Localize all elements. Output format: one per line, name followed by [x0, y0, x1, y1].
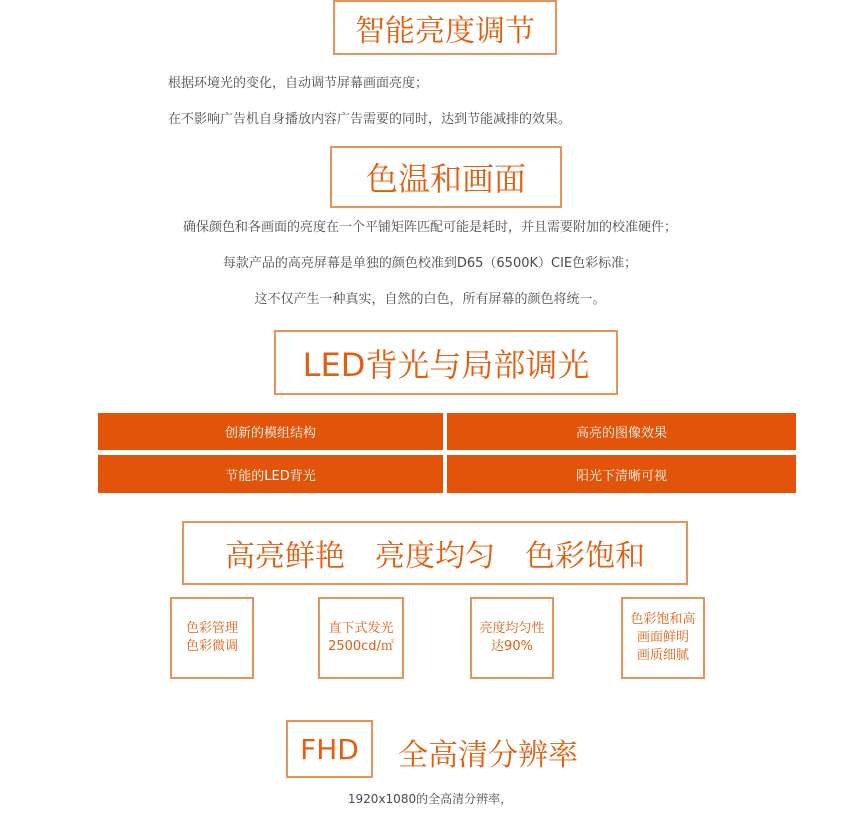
feature-box-line: 直下式发光 [328, 621, 394, 636]
section-title-color-temperature: 色温和画面 [330, 146, 562, 208]
brightness-desc-line-2: 在不影响广告机自身播放内容广告需要的同时，达到节能减排的效果。 [168, 112, 572, 127]
feature-box-line: 画面鲜明 [636, 630, 689, 645]
section-title-brightness: 智能亮度调节 [333, 0, 557, 55]
section-title-full-hd: 全高清分辨率 [398, 738, 578, 773]
feature-box-line: 色彩微调 [185, 639, 238, 654]
section-title-led-backlight: LED背光与局部调光 [274, 330, 618, 395]
section-title-high-brightness: 高亮鲜艳 亮度均匀 色彩饱和 [182, 521, 688, 585]
feature-box-line: 画质细腻 [636, 648, 689, 663]
color-desc-line-1: 确保颜色和各画面的亮度在一个平铺矩阵匹配可能是耗时，并且需要附加的校准硬件； [182, 220, 677, 235]
feature-box-color-saturation [621, 597, 705, 679]
feature-box-color-management [170, 597, 254, 679]
feature-bar-sunlight-visible: 阳光下清晰可视 [447, 455, 796, 493]
feature-box-line: 亮度均匀性 [479, 621, 545, 636]
feature-box-direct-lit [318, 597, 404, 679]
feature-box-uniformity [470, 597, 554, 679]
brightness-desc-line-1: 根据环境光的变化，自动调节屏幕画面亮度； [168, 76, 429, 91]
feature-box-line: 达90% [491, 639, 533, 654]
feature-bar-image-effect: 高亮的图像效果 [447, 413, 796, 450]
feature-box-line: 色彩管理 [185, 621, 238, 636]
feature-box-line: 色彩饱和高 [630, 612, 696, 627]
feature-box-line: 2500cd/㎡ [328, 639, 394, 654]
feature-bar-module-structure: 创新的模组结构 [98, 413, 443, 450]
color-desc-line-3: 这不仅产生一种真实，自然的白色，所有屏幕的颜色将统一。 [254, 292, 606, 307]
full-hd-desc: 1920x1080的全高清分辨率， [347, 792, 513, 806]
feature-bar-led-backlight: 节能的LED背光 [98, 455, 443, 493]
fhd-badge: FHD [286, 720, 373, 778]
color-desc-line-2: 每款产品的高亮屏幕是单独的颜色校准到D65（6500K）CIE色彩标准； [222, 256, 638, 271]
